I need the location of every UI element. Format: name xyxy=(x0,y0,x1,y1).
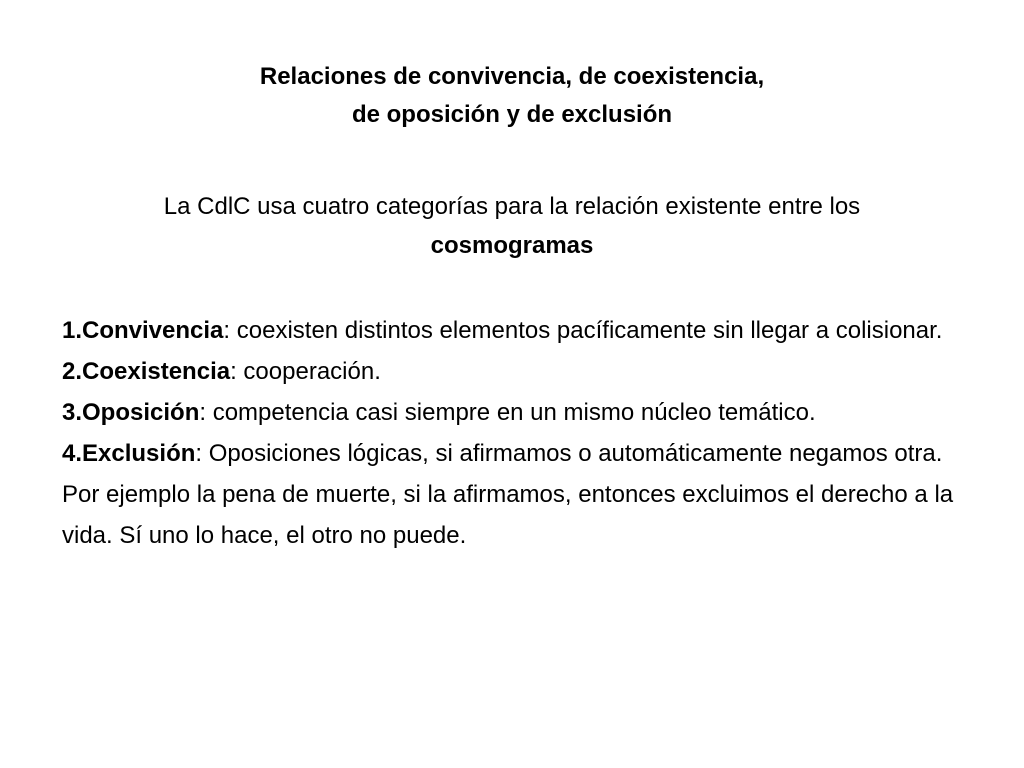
item-description: : Oposiciones lógicas, si afirmamos o automáticamente negamos otra. Por ejemplo la pena de muerte, si la afirmamos, entonces excluimos el derecho a la vida. Sí uno lo hace, el otro no puede. xyxy=(62,440,954,549)
item-description: : cooperación. xyxy=(230,358,381,385)
item-description: : coexisten distintos elementos pacíficamente sin llegar a colisionar. xyxy=(223,317,943,344)
intro-text: La CdlC usa cuatro categorías para la relación existente entre los xyxy=(163,193,861,220)
title-line-2: de oposición y de exclusión xyxy=(351,101,673,128)
intro-bold-term: cosmogramas xyxy=(430,232,594,259)
item-description: : competencia casi siempre en un mismo núcleo temático. xyxy=(199,399,816,426)
item-term: 3.Oposición xyxy=(62,399,200,426)
item-term: 2.Coexistencia xyxy=(62,358,231,385)
categories-list xyxy=(62,310,972,556)
item-term: 4.Exclusión xyxy=(62,440,196,467)
list-item-exclusion xyxy=(62,433,972,556)
slide-title xyxy=(0,58,1024,134)
list-item-coexistencia xyxy=(62,351,972,392)
list-item-convivencia xyxy=(62,310,972,351)
list-item-oposicion xyxy=(62,392,972,433)
item-term: 1.Convivencia xyxy=(62,317,224,344)
title-line-1: Relaciones de convivencia, de coexistencia, xyxy=(259,63,765,90)
intro-paragraph xyxy=(40,187,984,265)
